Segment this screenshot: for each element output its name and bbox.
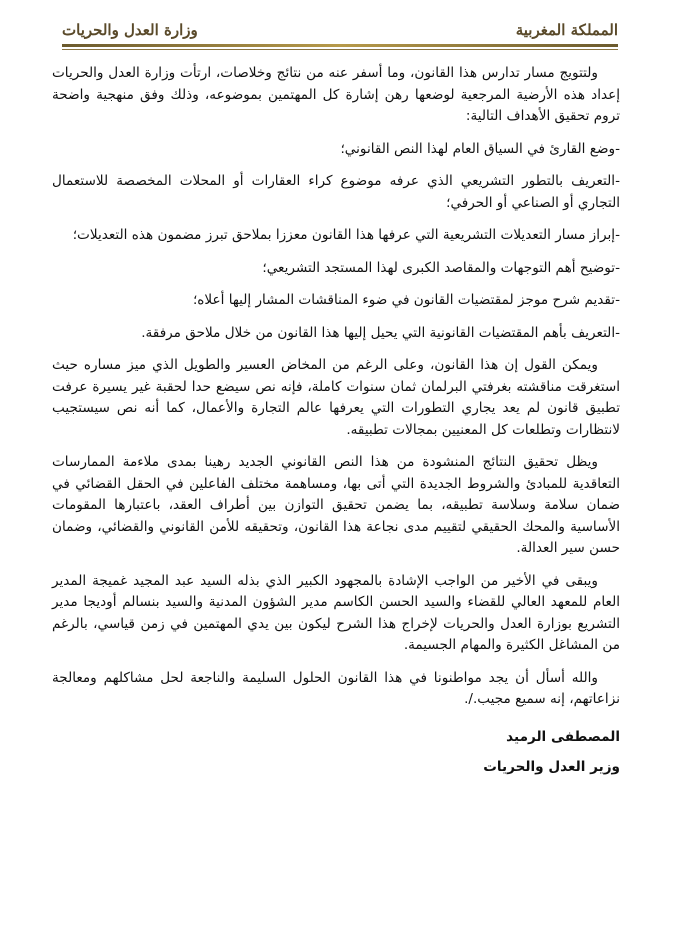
objective-item: -إبراز مسار التعديلات التشريعية التي عرفها هذا القانون معززا بملاحق تبرز مضمون هذه التعديلات؛: [72, 227, 620, 243]
header-divider-thin: [62, 49, 618, 50]
objective-item: -وضع القارئ في السياق العام لهذا النص القانوني؛: [340, 140, 620, 157]
objective-item: -التعريف بالتطور التشريعي الذي عرفه موضوع كراء العقارات أو المحلات المخصصة للاستعمال التجاري أو الصناعي أو الحرفي؛: [52, 173, 620, 211]
header-kingdom: المملكة المغربية: [515, 21, 618, 39]
header-divider: [62, 44, 618, 47]
signatory-name: المصطفى الرميد: [506, 728, 620, 745]
objective-item: -توضيح أهم التوجهات والمقاصد الكبرى لهذا المستجد التشريعي؛: [262, 259, 620, 276]
body-paragraph: ويمكن القول إن هذا القانون، وعلى الرغم من المخاض العسير والطويل الذي ميز مساره حيث استغرقت مناقشته بغرفتي البرلمان ثمان سنوات كاملة، فإنه نص سيضع حدا لحقبة غير يسيرة عرفت تطبيق قانون لم يعد يجاري التطورات التي يعرفها عالم التجارة والأعمال، كما أنه نص سيستجيب لانتظارات وتطلعات كل المعنيين بمجالات تطبيقه.: [52, 357, 620, 438]
intro-paragraph: ولتتويج مسار تدارس هذا القانون، وما أسفر عنه من نتائج وخلاصات، ارتأت وزارة العدل والحريات إعداد هذه الأرضية المرجعية لوضعها رهن إشارة كل المهتمين بموضوعه، وذلك وفق منهجية واضحة تروم تحقيق الأهداف التالية:: [52, 65, 620, 124]
body-paragraph: والله أسأل أن يجد مواطنونا في هذا القانون الحلول السليمة والناجعة لحل مشاكلهم ومعالجة نزاعاتهم، إنه سميع مجيب./.: [52, 669, 620, 707]
body-paragraph: ويبقى في الأخير من الواجب الإشادة بالمجهود الكبير الذي بذله السيد عبد المجيد غميجة المدير العام للمعهد العالي للقضاء والسيد الحسن الكاسم مدير الشؤون المدنية والسيد بنسالم أوديجا مدير التشريع بوزارة العدل والحريات لإخراج هذا الشرح ليكون بين يدي المهتمين في زمن قياسي، بالرغم من المشاغل الكثيرة والمهام الجسيمة.: [52, 572, 620, 653]
document-body: [52, 63, 620, 787]
body-paragraph: ويظل تحقيق النتائج المنشودة من هذا النص القانوني الجديد رهينا بمدى ملاءمة الممارسات التعاقدية للمبادئ والشروط الجديدة التي أتى بها، ومساهمة مختلف الفاعلين في الحقل القضائي في ضمان سلامة وسلاسة تطبيقه، بما يضمن تحقيق التوازن بين أطراف العقد، باعتبارها المقومات الأساسية والمحك الحقيقي لتقييم مدى نجاعة هذا القانون، وتحقيقه للأمن القانوني والقضائي، وضمان حسن سير العدالة.: [52, 454, 620, 556]
signatory-title: وزير العدل والحريات: [483, 758, 620, 775]
objective-item: -تقديم شرح موجز لمقتضيات القانون في ضوء المناقشات المشار إليها أعلاه؛: [192, 292, 620, 308]
signature-block: [52, 727, 620, 778]
page-header: [62, 18, 618, 42]
objective-item: -التعريف بأهم المقتضيات القانونية التي يحيل إليها هذا القانون من خلال ملاحق مرفقة.: [141, 324, 620, 341]
header-ministry: وزارة العدل والحريات: [62, 21, 198, 39]
